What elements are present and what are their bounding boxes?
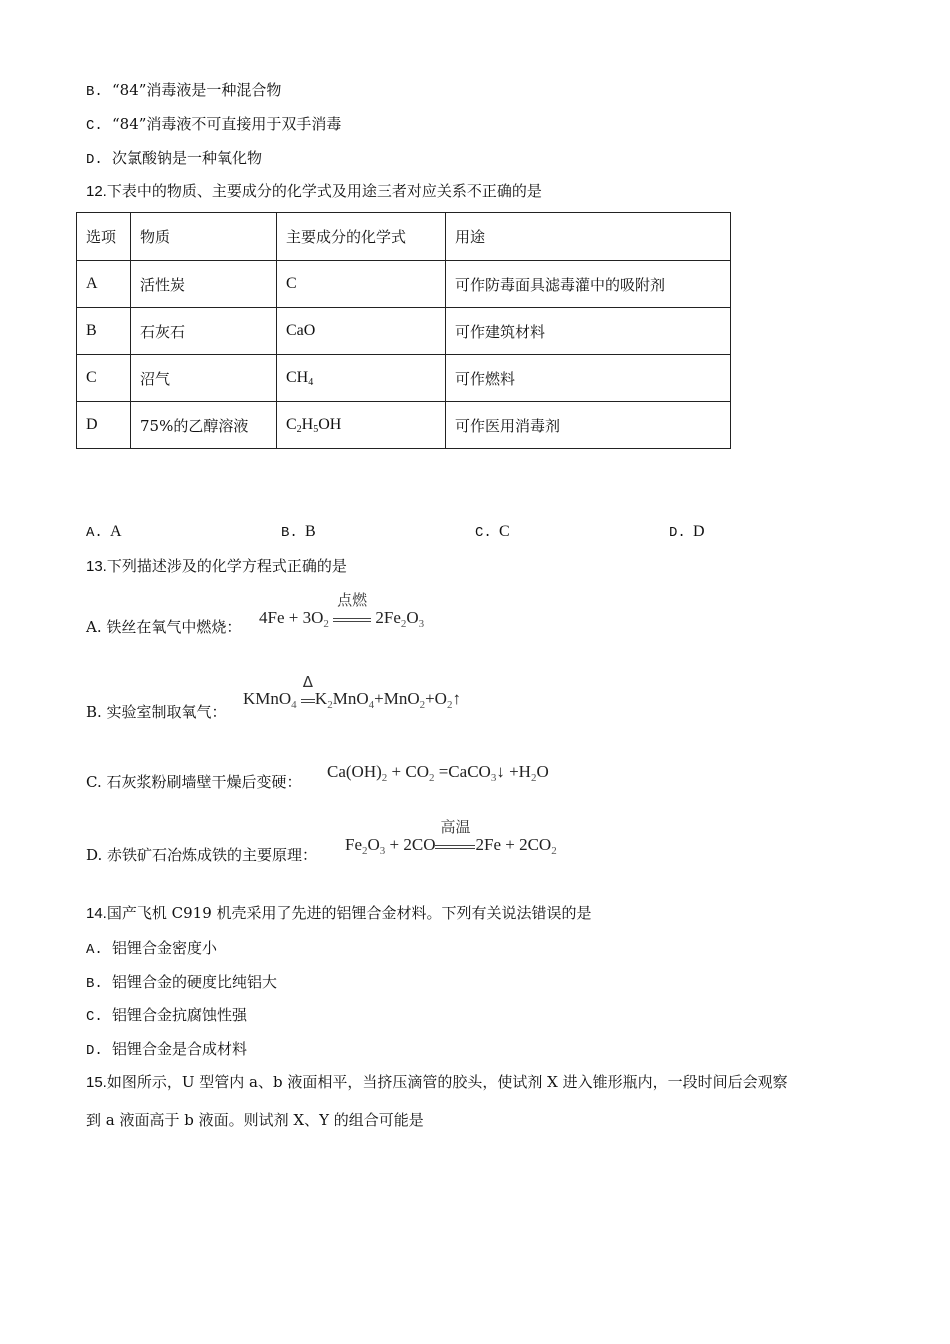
option-text: 铝锂合金的硬度比纯铝大: [112, 973, 278, 991]
formula-cell: $CH_4$: [277, 355, 446, 402]
question-number: 12.: [86, 183, 107, 200]
option-cell: A: [77, 261, 131, 308]
option-text: 铝锂合金密度小: [112, 939, 218, 957]
q12-table: [76, 212, 731, 449]
option-letter: D.: [669, 525, 686, 541]
table-row: [77, 308, 731, 355]
option-letter: C.: [86, 118, 103, 134]
substance-cell: 75%的乙醇溶液: [131, 402, 277, 449]
option-letter: B.: [281, 525, 298, 541]
q13-option-d-label: D. 赤铁矿石冶炼成铁的主要原理：: [86, 846, 318, 864]
q14-option-b: [86, 972, 277, 994]
header-cell: 主要成分的化学式: [277, 213, 446, 261]
formula-cell: C: [277, 261, 446, 308]
use-cell: 可作防毒面具滤毒灌中的吸附剂: [446, 261, 731, 308]
option-letter: B.: [86, 84, 103, 100]
q13-option-b-label: B. 实验室制取氧气：: [86, 703, 227, 721]
q13-option-a-label: A. 铁丝在氧气中燃烧：: [86, 618, 242, 636]
q12-answer-b: [281, 522, 316, 541]
q15-stem-line1: [86, 1072, 788, 1093]
option-text: 次氯酸钠是一种氧化物: [112, 149, 263, 167]
q14-option-a: [86, 938, 217, 960]
substance-cell: 沼气: [131, 355, 277, 402]
table-row: [77, 402, 731, 449]
formula-cell: $C_2H_5OH$: [277, 402, 446, 449]
substance-cell: 活性炭: [131, 261, 277, 308]
question-text: 国产飞机 C919 机壳采用了先进的铝锂合金材料。下列有关说法错误的是: [106, 904, 592, 922]
q15-stem-line2: 到 a 液面高于 b 液面。则试剂 X、Y 的组合可能是: [86, 1111, 424, 1129]
q12-stem: [86, 181, 542, 202]
option-text: 铝锂合金是合成材料: [112, 1040, 248, 1058]
q13-equation-d: $Fe_2O_3 + 2CO$ 高温 $2Fe + 2CO_2$: [345, 818, 557, 857]
option-letter: C.: [86, 1009, 103, 1025]
substance-cell: 石灰石: [131, 308, 277, 355]
option-text: C: [499, 523, 510, 540]
q13-option-c-label: C. 石灰浆粉刷墙壁干燥后变硬：: [86, 773, 302, 791]
option-cell: B: [77, 308, 131, 355]
q13-stem: [86, 556, 347, 577]
q12-answer-a: [86, 522, 122, 541]
option-letter: A.: [86, 942, 103, 958]
use-cell: 可作建筑材料: [446, 308, 731, 355]
table-row: [77, 261, 731, 308]
reaction-condition: Δ: [301, 699, 315, 709]
question-text: 如图所示，U 型管内 a、b 液面相平，当挤压滴管的胶头，使试剂 X 进入锥形瓶内，一段时间后会观察: [106, 1073, 788, 1091]
q13-equation-a: $4Fe + 3O_2$ 点燃 $2Fe_2O_3$: [259, 591, 425, 630]
option-letter: B.: [86, 976, 103, 992]
formula-cell: CaO: [277, 308, 446, 355]
option-text: “84”消毒液是一种混合物: [112, 81, 282, 99]
option-letter: A.: [86, 525, 103, 541]
option-letter: D.: [86, 1043, 103, 1059]
question-text: 下表中的物质、主要成分的化学式及用途三者对应关系不正确的是: [106, 182, 542, 200]
q11-option-d: [86, 148, 262, 170]
option-text: “84”消毒液不可直接用于双手消毒: [112, 115, 342, 133]
question-text: 下列描述涉及的化学方程式正确的是: [106, 557, 347, 575]
q14-option-d: [86, 1039, 247, 1061]
q11-option-b: [86, 80, 281, 102]
q14-option-c: [86, 1005, 247, 1027]
option-cell: D: [77, 402, 131, 449]
q13-equation-c: $Ca(OH)_2 + CO_2$ =CaCO$_3$↓ $+H_2O$: [327, 762, 549, 784]
q13-equation-b: KMnO$_4$ Δ $K_2MnO_4+MnO_2+O_2↑$: [243, 673, 461, 711]
reaction-condition: 高温: [435, 845, 475, 855]
option-letter: C.: [475, 525, 492, 541]
question-number: 13.: [86, 558, 107, 575]
q11-option-c: [86, 114, 341, 136]
reaction-condition: 点燃: [333, 618, 371, 628]
use-cell: 可作医用消毒剂: [446, 402, 731, 449]
option-text: B: [305, 523, 316, 540]
question-number: 14.: [86, 905, 107, 922]
option-letter: D.: [86, 152, 103, 168]
option-cell: C: [77, 355, 131, 402]
table-row: [77, 355, 731, 402]
q12-answer-d: [669, 522, 705, 541]
q12-answer-c: [475, 522, 510, 541]
option-text: 铝锂合金抗腐蚀性强: [112, 1006, 248, 1024]
header-cell: 物质: [131, 213, 277, 261]
option-text: A: [110, 523, 122, 540]
option-text: D: [693, 523, 705, 540]
use-cell: 可作燃料: [446, 355, 731, 402]
question-number: 15.: [86, 1074, 107, 1091]
header-cell: 用途: [446, 213, 731, 261]
q14-stem: [86, 903, 592, 924]
header-cell: 选项: [77, 213, 131, 261]
table-header-row: [77, 213, 731, 261]
